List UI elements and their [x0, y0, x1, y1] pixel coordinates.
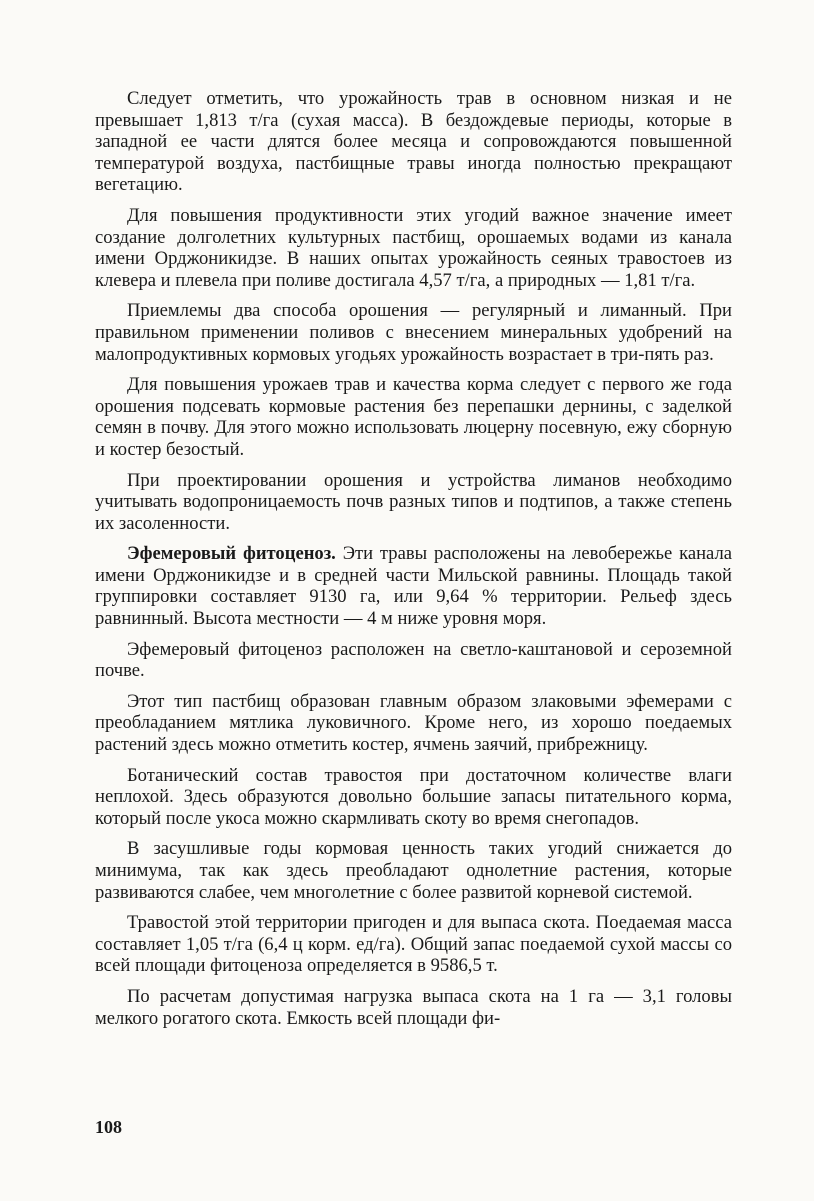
paragraph-text: При проектировании орошения и устройства лиманов необходимо учитывать водопроницаемость почв разных типов и подтипов, а также степень их засоленности.: [95, 469, 732, 534]
paragraph-text: Травостой этой территории пригоден и для выпаса скота. Поедаемая масса составляет 1,05 т/га (6,4 ц корм. ед/га). Общий запас поедаемой сухой массы со всей площади фитоценоза определяется в 9586,5 т.: [95, 912, 732, 977]
paragraph-text: Эфемеровый фитоценоз расположен на светло-каштановой и сероземной почве.: [95, 638, 732, 682]
paragraph-10: [95, 838, 732, 903]
paragraph-5: [95, 470, 732, 535]
paragraph-text: Эти травы расположены на левобережье канала имени Орджоникидзе и в средней части Мильской равнины. Площадь такой группировки составляет 9130 га, или 9,64 % территории. Рельеф здесь равнинный. Высота местности — 4 м ниже уровня моря.: [95, 543, 732, 630]
paragraph-4: [95, 374, 732, 460]
paragraph-8: [95, 691, 732, 756]
paragraph-2: [95, 205, 732, 291]
paragraph-text: По расчетам допустимая нагрузка выпаса скота на 1 га — 3,1 головы мелкого рогатого скота. Емкость всей площади фи-: [95, 985, 732, 1029]
page-number: 108: [95, 1117, 122, 1137]
paragraph-11: [95, 912, 732, 977]
paragraph-text: Для повышения урожаев трав и качества корма следует с первого же года орошения подсевать кормовые растения без перепашки дернины, с заделкой семян в почву. Для этого можно использовать люцерну посевную, ежу сборную и костер безостый.: [95, 374, 732, 460]
body-text: [95, 88, 732, 1038]
paragraph-7: [95, 639, 732, 682]
paragraph-9: [95, 765, 732, 830]
paragraph-text: В засушливые годы кормовая ценность таких угодий снижается до минимума, так как здесь преобладают однолетние растения, которые развиваются слабее, чем многолетние с более развитой корневой системой.: [95, 838, 732, 903]
paragraph-text: Следует отметить, что урожайность трав в основном низкая и не превышает 1,813 т/га (сухая масса). В бездождевые периоды, которые в западной ее части длятся более месяца и сопровождаются повышенной температурой воздуха, пастбищные травы иногда полностью прекращают вегетацию.: [95, 88, 732, 196]
paragraph-text: Ботанический состав травостоя при достаточном количестве влаги неплохой. Здесь образуются довольно большие запасы питательного корма, который после укоса можно скармливать скоту во время снегопадов.: [95, 764, 732, 829]
paragraph-text: Для повышения продуктивности этих угодий важное значение имеет создание долголетних культурных пастбищ, орошаемых водами из канала имени Орджоникидзе. В наших опытах урожайность сеяных травостоев из клевера и плевела при поливе достигала 4,57 т/га, а природных — 1,81 т/га.: [95, 204, 732, 291]
section-heading: Эфемеровый фитоценоз.: [127, 543, 336, 565]
paragraph-1: [95, 88, 732, 196]
paragraph-text: Этот тип пастбищ образован главным образом злаковыми эфемерами с преобладанием мятлика луковичного. Кроме него, из хорошо поедаемых растений здесь можно отметить костер, ячмень заячий, прибрежницу.: [95, 690, 732, 756]
paragraph-6: [95, 543, 732, 629]
paragraph-3: [95, 300, 732, 365]
paragraph-text: Приемлемы два способа орошения — регулярный и лиманный. При правильном применении поливов с внесением минеральных удобрений на малопродуктивных кормовых угодьях урожайность возрастает в три-пять раз.: [95, 300, 732, 365]
paragraph-12: [95, 986, 732, 1029]
